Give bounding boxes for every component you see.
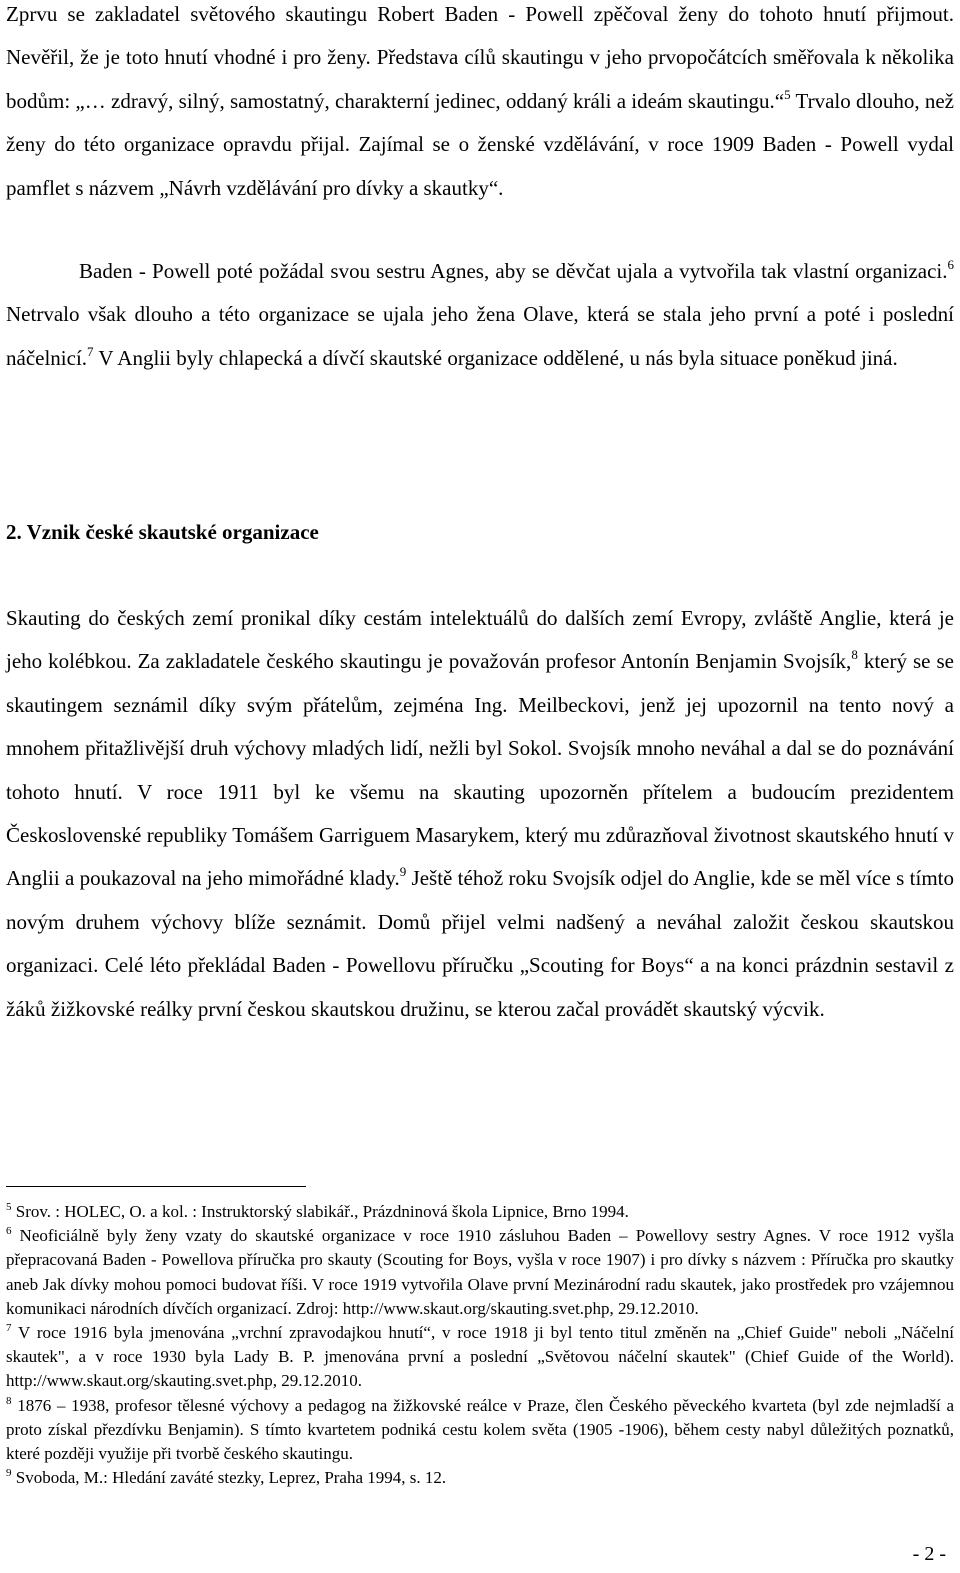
footnote-7 xyxy=(6,1321,954,1394)
footnote-ref[interactable]: 5 xyxy=(784,86,791,102)
footnote-6 xyxy=(6,1224,954,1321)
paragraph-text: Skauting do českých zemí pronikal díky cestám intelektuálů do dalších zemí Evropy, zvláště Anglie, která je jeho kolébkou. Za zakladatele českého skautingu je považován profesor Antonín Benjamin Svojsík, xyxy=(6,606,954,674)
footnote-text: Svoboda, M.: Hledání zaváté stezky, Leprez, Praha 1994, s. 12. xyxy=(11,1468,447,1488)
paragraph-text: V Anglii byly chlapecká a dívčí skautské organizace oddělené, u nás byla situace poněkud jiná. xyxy=(93,345,898,370)
paragraph-text: který se se skautingem seznámil díky svým přátelům, zejména Ing. Meilbeckovi, jenž jej upozornil na tento nový a mnohem přitažlivější druh výchovy mladých lidí, nežli byl Sokol. Svojsík mnoho neváhal a dal se do poznávání tohoto hnutí. V roce 1911 byl ke všemu na skauting upozorněn přítelem a budoucím prezidentem Československé republiky Tomášem Garriguem Masarykem, který mu zdůrazňoval životnost skautského hnutí v Anglii a poukazoval na jeho mimořádné klady. xyxy=(6,649,954,891)
footnote-ref[interactable]: 9 xyxy=(399,864,407,880)
footnote-text: 1876 – 1938, profesor tělesné výchovy a pedagog na žižkovské reálce v Praze, člen Českého pěveckého kvarteta (byl zde nejmladší a proto získal přezdívku Benjamin). S tímto kvartetem podniká cestu kolem světa (1905 -1906), během cesty nabyl důležitých poznatků, které později využije při tvorbě českého skautingu. xyxy=(6,1395,954,1464)
footnote-ref[interactable]: 6 xyxy=(947,257,954,272)
footnote-5 xyxy=(6,1200,954,1224)
footnote-separator xyxy=(6,1186,306,1187)
footnote-number: 5 xyxy=(6,1201,12,1213)
footnote-ref[interactable]: 8 xyxy=(851,647,858,663)
paragraph-text: Ještě téhož roku Svojsík odjel do Anglie, kde se měl více s tímto novým druhem výchovy blíže seznámit. Domů přijel velmi nadšený a neváhal založit českou skautskou organizaci. Celé léto překládal Baden - Powellovu příručku „Scouting for Boys“ a na konci prázdnin sestavil z žáků žižkovské reálky první českou skautskou družinu, se kterou začal provádět skautský výcvik. xyxy=(6,866,954,1021)
footnote-text: V roce 1916 byla jmenována „vrchní zpravodajkou hnutí“, v roce 1918 ji byl tento titul změněn na „Chief Guide" neboli „Náčelní skautek", a v roce 1930 byla Lady B. P. jmenována první a poslední „Světovou náčelní skautek" (Chief Guide of the World). http://www.skaut.org/skauting.svet.php, 29.12.2010. xyxy=(6,1323,954,1391)
footnote-number: 9 xyxy=(6,1467,12,1480)
footnotes xyxy=(6,1200,954,1490)
footnote-8 xyxy=(6,1394,954,1467)
footnote-text: Neoficiálně byly ženy vzaty do skautské organizace v roce 1910 zásluhou Baden – Powellovy sestry Agnes. V roce 1912 vyšla přepracovaná Baden - Powellova příručka pro skauty (Scouting for Boys, vyšla v roce 1907) i pro dívky s názvem : Příručka pro skautky aneb Jak dívky mohou pomoci budovat říši. V roce 1919 vytvořila Olave první Mezinárodní radu skautek, jako prostředek pro vzájemnou komunikaci národních dívčích organizací. Zdroj: http://www.skaut.org/skauting.svet.php, 29.12.2010. xyxy=(6,1226,954,1318)
paragraph-text: Trvalo dlouho, než ženy do této organizace opravdu přijal. Zajímal se o ženské vzdělávání, v roce 1909 Baden - Powell vydal pamflet s názvem „Návrh vzdělávání pro dívky a skautky“. xyxy=(6,88,954,200)
paragraph-baden-powell-women xyxy=(6,0,954,210)
footnote-ref[interactable]: 7 xyxy=(87,343,94,359)
footnote-text: Srov. : HOLEC, O. a kol. : Instruktorský slabikář., Prázdninová škola Lipnice, Brno 1994. xyxy=(11,1202,629,1221)
paragraph-czech-scouting xyxy=(6,597,954,1031)
footnote-number: 6 xyxy=(6,1225,12,1238)
paragraph-text: Netrvalo však dlouho a této organizace se ujala jeho žena Olave, která se stala jeho první a poté i poslední náčelnicí. xyxy=(6,302,954,370)
section-heading: 2. Vznik české skautské organizace xyxy=(6,520,319,544)
paragraph-agnes-olave xyxy=(6,250,954,380)
page-number: - 2 - xyxy=(912,1543,946,1565)
paragraph-text: Zprvu se zakladatel světového skautingu Robert Baden - Powell zpěčoval ženy do tohoto hnutí přijmout. Nevěřil, že je toto hnutí vhodné i pro ženy. Představa cílů skautingu v jeho prvopočátcích směřovala k několika bodům: „… zdravý, silný, samostatný, charakterní jedinec, oddaný králi a ideám skautingu.“ xyxy=(6,2,954,113)
paragraph-text: Baden - Powell poté požádal svou sestru Agnes, aby se děvčat ujala a vytvořila tak vlastní organizaci. xyxy=(79,259,948,283)
footnote-number: 8 xyxy=(6,1394,12,1407)
footnote-9 xyxy=(6,1466,954,1490)
footnote-number: 7 xyxy=(6,1322,12,1335)
